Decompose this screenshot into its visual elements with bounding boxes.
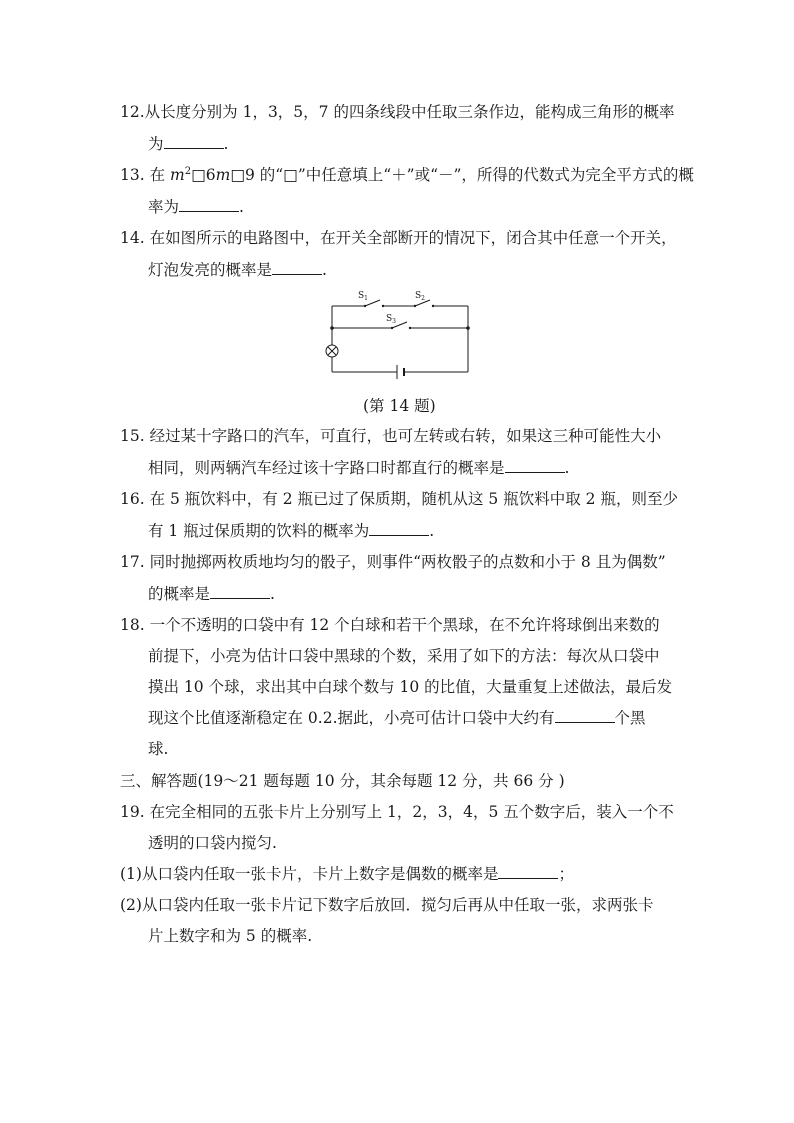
s1-contact-b [382,305,384,307]
q18-line1: 18. 一个不透明的口袋中有 12 个白球和若干个黑球，在不允许将球倒出来数的 [120,616,660,634]
q19-part2-line2: 片上数字和为 5 的概率. [148,927,313,945]
switch-s1-label: $S_1$ [358,291,368,302]
switch-s2-label: $S_2$ [415,291,425,302]
answer-blank[interactable] [505,458,565,473]
q13-line2-text: 率为 [148,198,180,216]
q18-line5: 球. [148,740,169,758]
section-heading: 三、解答题(19～21 题每题 10 分，其余每题 12 分，共 66 分 ) [120,772,565,790]
variable-m: m [170,166,185,184]
q19-part2-line1: (2)从口袋内任取一张卡片记下数字后放回．搅匀后再从中任取一张，求两张卡 [120,896,654,914]
q14-line2-end: . [322,261,327,279]
junction-right [466,326,470,330]
answer-blank[interactable] [272,260,322,275]
junction-left [330,326,334,330]
s3-contact-a [391,327,393,329]
answer-blank[interactable] [369,521,429,536]
q15-line2 [148,458,569,478]
q17-line2 [148,584,275,604]
q17-line2-text: 的概率是 [148,585,211,603]
q12-line2-end: . [223,135,229,153]
q12-line1: 12.从长度分别为 1，3，5，7 的四条线段中任取三条作边，能构成三角形的概率 [120,103,675,121]
q19-line2: 透明的口袋内搅匀. [148,834,277,852]
q13-line2-end: . [239,198,244,216]
q14-line2-text: 灯泡发亮的概率是 [148,261,273,279]
answer-blank[interactable] [555,708,615,723]
q19-line1: 19. 在完全相同的五张卡片上分别写上 1，2，3，4，5 五个数字后，装入一个不 [120,803,674,821]
answer-blank[interactable] [164,134,224,149]
q16-line2-text: 有 1 瓶过保质期的饮料的概率为 [148,522,370,540]
q12-line2-text: 为 [148,135,164,153]
q16-line1: 16. 在 5 瓶饮料中，有 2 瓶已过了保质期，随机从这 5 瓶饮料中取 2 瓶，则至少 [120,490,678,508]
q17-line1: 17. 同时抛掷两枚质地均匀的骰子，则事件“两枚骰子的点数和小于 8 且为偶数” [120,553,666,571]
q16-line2-end: . [429,522,435,540]
q17-line2-end: . [270,585,275,603]
q15-line2-text: 相同，则两辆汽车经过该十字路口时都直行的概率是 [148,459,505,477]
q19-part1-text: (1)从口袋内任取一张卡片，卡片上数字是偶数的概率是 [120,865,499,883]
switch-s3-label: $S_3$ [386,314,396,325]
q13-number: 13. 在 [120,166,171,184]
answer-blank[interactable] [498,864,558,879]
circuit-diagram [320,288,480,380]
q19-part1-end: ； [558,865,574,883]
answer-blank[interactable] [179,197,239,212]
q12-line2 [148,134,228,154]
q18-line4-end: 个黑 [614,709,646,727]
q13-mid: □6 [191,166,216,184]
q19-part1 [120,864,574,884]
q18-line3: 摸出 10 个球，求出其中白球个数与 10 的比值，大量重复上述做法，最后发 [148,678,673,696]
variable-m2: m [215,166,231,184]
answer-blank[interactable] [210,584,270,599]
q16-line2 [148,521,434,541]
q15-line1: 15. 经过某十字路口的汽车，可直行，也可左转或右转，如果这三种可能性大小 [120,427,662,445]
s1-contact-a [364,305,366,307]
q18-line2: 前提下，小亮为估计口袋中黑球的个数，采用了如下的方法：每次从口袋中 [148,647,660,665]
q13-rest: □9 的“□”中任意填上“＋”或“－”，所得的代数式为完全平方式的概 [230,166,694,184]
q18-line4-text: 现这个比值逐渐稳定在 0.2.据此，小亮可估计口袋中大约有 [148,709,555,727]
q13-line1 [120,165,694,185]
q18-line4 [148,708,646,728]
s3-contact-b [409,327,411,329]
exponent-2: 2 [184,165,192,177]
q14-line2 [148,260,327,280]
q14-line1: 14. 在如图所示的电路图中，在开关全部断开的情况下，闭合其中任意一个开关， [120,229,677,247]
s2-contact-b [432,305,434,307]
s2-contact-a [414,305,416,307]
q13-line2 [148,197,244,217]
figure-caption: (第 14 题) [363,397,436,415]
q15-line2-end: . [564,459,570,477]
